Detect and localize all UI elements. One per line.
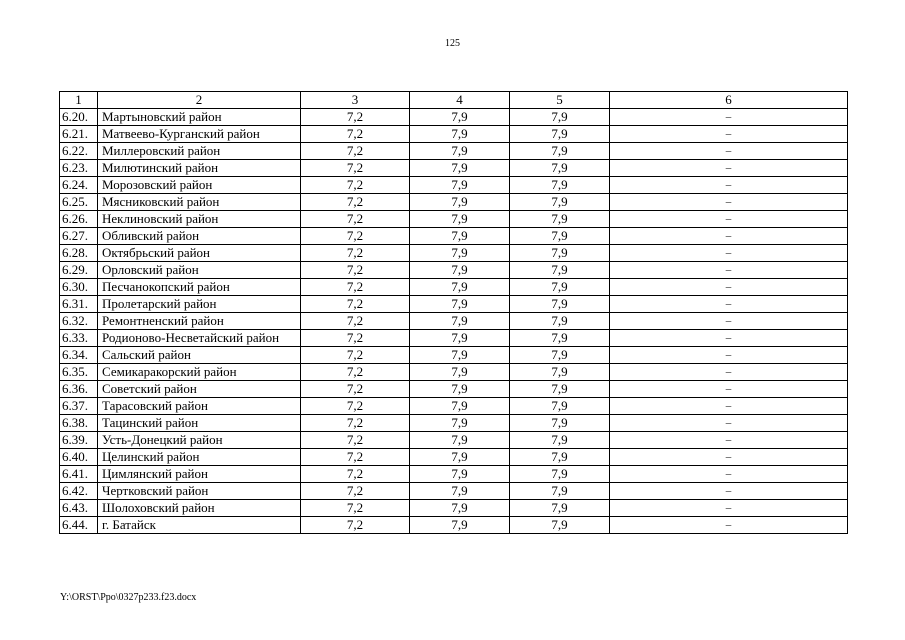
district-name-cell: Милютинский район	[98, 160, 301, 177]
column-header: 3	[301, 92, 410, 109]
table-row	[60, 415, 848, 432]
table-row	[60, 500, 848, 517]
file-path-footer: Y:\ORST\Ppo\0327p233.f23.docx	[60, 592, 197, 603]
row-number-cell: 6.27.	[60, 228, 98, 245]
value-cell-col4: 7,9	[410, 449, 510, 466]
table-row	[60, 347, 848, 364]
value-cell-col6: –	[610, 415, 848, 432]
value-cell-col3: 7,2	[301, 245, 410, 262]
value-cell-col4: 7,9	[410, 211, 510, 228]
row-number-cell: 6.39.	[60, 432, 98, 449]
table-row	[60, 432, 848, 449]
district-name-cell: Советский район	[98, 381, 301, 398]
value-cell-col4: 7,9	[410, 398, 510, 415]
value-cell-col6: –	[610, 262, 848, 279]
value-cell-col4: 7,9	[410, 126, 510, 143]
value-cell-col4: 7,9	[410, 160, 510, 177]
value-cell-col6: –	[610, 381, 848, 398]
district-name-cell: Пролетарский район	[98, 296, 301, 313]
value-cell-col4: 7,9	[410, 500, 510, 517]
row-number-cell: 6.29.	[60, 262, 98, 279]
row-number-cell: 6.44.	[60, 517, 98, 534]
table-row	[60, 160, 848, 177]
value-cell-col5: 7,9	[510, 194, 610, 211]
table-row	[60, 262, 848, 279]
page-number: 125	[445, 38, 460, 49]
row-number-cell: 6.25.	[60, 194, 98, 211]
value-cell-col4: 7,9	[410, 347, 510, 364]
district-name-cell: Семикаракорский район	[98, 364, 301, 381]
district-name-cell: Сальский район	[98, 347, 301, 364]
table-row	[60, 517, 848, 534]
value-cell-col5: 7,9	[510, 398, 610, 415]
value-cell-col5: 7,9	[510, 432, 610, 449]
value-cell-col3: 7,2	[301, 330, 410, 347]
value-cell-col5: 7,9	[510, 483, 610, 500]
value-cell-col4: 7,9	[410, 381, 510, 398]
column-header: 4	[410, 92, 510, 109]
district-name-cell: Миллеровский район	[98, 143, 301, 160]
value-cell-col5: 7,9	[510, 262, 610, 279]
value-cell-col3: 7,2	[301, 415, 410, 432]
table-row	[60, 279, 848, 296]
value-cell-col3: 7,2	[301, 228, 410, 245]
value-cell-col5: 7,9	[510, 330, 610, 347]
value-cell-col4: 7,9	[410, 194, 510, 211]
row-number-cell: 6.26.	[60, 211, 98, 228]
value-cell-col4: 7,9	[410, 483, 510, 500]
value-cell-col5: 7,9	[510, 517, 610, 534]
district-name-cell: Усть-Донецкий район	[98, 432, 301, 449]
row-number-cell: 6.42.	[60, 483, 98, 500]
value-cell-col6: –	[610, 109, 848, 126]
value-cell-col6: –	[610, 177, 848, 194]
value-cell-col3: 7,2	[301, 143, 410, 160]
row-number-cell: 6.21.	[60, 126, 98, 143]
value-cell-col4: 7,9	[410, 313, 510, 330]
table-row	[60, 330, 848, 347]
value-cell-col5: 7,9	[510, 228, 610, 245]
value-cell-col6: –	[610, 194, 848, 211]
value-cell-col4: 7,9	[410, 143, 510, 160]
district-name-cell: Обливский район	[98, 228, 301, 245]
column-header: 1	[60, 92, 98, 109]
district-name-cell: Ремонтненский район	[98, 313, 301, 330]
row-number-cell: 6.32.	[60, 313, 98, 330]
value-cell-col5: 7,9	[510, 347, 610, 364]
value-cell-col5: 7,9	[510, 177, 610, 194]
value-cell-col3: 7,2	[301, 177, 410, 194]
value-cell-col3: 7,2	[301, 126, 410, 143]
district-name-cell: Мартыновский район	[98, 109, 301, 126]
column-header: 2	[98, 92, 301, 109]
table-row	[60, 466, 848, 483]
district-name-cell: Неклиновский район	[98, 211, 301, 228]
value-cell-col5: 7,9	[510, 296, 610, 313]
table-row	[60, 177, 848, 194]
table-row	[60, 381, 848, 398]
value-cell-col5: 7,9	[510, 415, 610, 432]
value-cell-col6: –	[610, 143, 848, 160]
value-cell-col6: –	[610, 279, 848, 296]
column-header: 6	[610, 92, 848, 109]
value-cell-col6: –	[610, 483, 848, 500]
row-number-cell: 6.28.	[60, 245, 98, 262]
district-name-cell: Тацинский район	[98, 415, 301, 432]
value-cell-col3: 7,2	[301, 262, 410, 279]
district-name-cell: Тарасовский район	[98, 398, 301, 415]
value-cell-col4: 7,9	[410, 415, 510, 432]
district-name-cell: г. Батайск	[98, 517, 301, 534]
value-cell-col4: 7,9	[410, 262, 510, 279]
value-cell-col4: 7,9	[410, 296, 510, 313]
value-cell-col4: 7,9	[410, 177, 510, 194]
district-name-cell: Песчанокопский район	[98, 279, 301, 296]
district-name-cell: Морозовский район	[98, 177, 301, 194]
table-header-row	[60, 92, 848, 109]
value-cell-col5: 7,9	[510, 126, 610, 143]
value-cell-col4: 7,9	[410, 228, 510, 245]
value-cell-col4: 7,9	[410, 109, 510, 126]
value-cell-col5: 7,9	[510, 245, 610, 262]
district-name-cell: Родионово-Несветайский район	[98, 330, 301, 347]
row-number-cell: 6.40.	[60, 449, 98, 466]
table-row	[60, 109, 848, 126]
table-row	[60, 296, 848, 313]
value-cell-col3: 7,2	[301, 347, 410, 364]
table-row	[60, 211, 848, 228]
value-cell-col4: 7,9	[410, 330, 510, 347]
value-cell-col5: 7,9	[510, 449, 610, 466]
value-cell-col3: 7,2	[301, 500, 410, 517]
row-number-cell: 6.35.	[60, 364, 98, 381]
table-row	[60, 398, 848, 415]
value-cell-col4: 7,9	[410, 432, 510, 449]
district-name-cell: Чертковский район	[98, 483, 301, 500]
row-number-cell: 6.34.	[60, 347, 98, 364]
value-cell-col3: 7,2	[301, 364, 410, 381]
table-row	[60, 228, 848, 245]
value-cell-col5: 7,9	[510, 466, 610, 483]
value-cell-col3: 7,2	[301, 449, 410, 466]
district-name-cell: Орловский район	[98, 262, 301, 279]
value-cell-col3: 7,2	[301, 194, 410, 211]
value-cell-col3: 7,2	[301, 279, 410, 296]
district-name-cell: Шолоховский район	[98, 500, 301, 517]
row-number-cell: 6.38.	[60, 415, 98, 432]
value-cell-col6: –	[610, 211, 848, 228]
value-cell-col4: 7,9	[410, 279, 510, 296]
value-cell-col6: –	[610, 296, 848, 313]
value-cell-col6: –	[610, 364, 848, 381]
value-cell-col6: –	[610, 432, 848, 449]
table-row	[60, 245, 848, 262]
value-cell-col3: 7,2	[301, 160, 410, 177]
row-number-cell: 6.31.	[60, 296, 98, 313]
row-number-cell: 6.36.	[60, 381, 98, 398]
value-cell-col3: 7,2	[301, 398, 410, 415]
value-cell-col6: –	[610, 500, 848, 517]
value-cell-col5: 7,9	[510, 211, 610, 228]
value-cell-col5: 7,9	[510, 143, 610, 160]
district-name-cell: Целинский район	[98, 449, 301, 466]
value-cell-col3: 7,2	[301, 109, 410, 126]
row-number-cell: 6.20.	[60, 109, 98, 126]
table-row	[60, 364, 848, 381]
value-cell-col6: –	[610, 228, 848, 245]
row-number-cell: 6.33.	[60, 330, 98, 347]
value-cell-col6: –	[610, 313, 848, 330]
value-cell-col6: –	[610, 245, 848, 262]
value-cell-col6: –	[610, 330, 848, 347]
value-cell-col3: 7,2	[301, 296, 410, 313]
table-row	[60, 483, 848, 500]
column-header: 5	[510, 92, 610, 109]
rates-table	[59, 91, 848, 534]
value-cell-col6: –	[610, 347, 848, 364]
value-cell-col3: 7,2	[301, 211, 410, 228]
value-cell-col3: 7,2	[301, 432, 410, 449]
value-cell-col5: 7,9	[510, 500, 610, 517]
table-row	[60, 449, 848, 466]
value-cell-col6: –	[610, 398, 848, 415]
value-cell-col3: 7,2	[301, 483, 410, 500]
value-cell-col5: 7,9	[510, 160, 610, 177]
table-row	[60, 194, 848, 211]
value-cell-col3: 7,2	[301, 313, 410, 330]
row-number-cell: 6.24.	[60, 177, 98, 194]
value-cell-col3: 7,2	[301, 466, 410, 483]
district-name-cell: Цимлянский район	[98, 466, 301, 483]
value-cell-col6: –	[610, 517, 848, 534]
value-cell-col4: 7,9	[410, 517, 510, 534]
value-cell-col6: –	[610, 466, 848, 483]
row-number-cell: 6.22.	[60, 143, 98, 160]
value-cell-col6: –	[610, 126, 848, 143]
row-number-cell: 6.43.	[60, 500, 98, 517]
value-cell-col5: 7,9	[510, 313, 610, 330]
table-row	[60, 313, 848, 330]
row-number-cell: 6.30.	[60, 279, 98, 296]
value-cell-col4: 7,9	[410, 364, 510, 381]
value-cell-col3: 7,2	[301, 517, 410, 534]
value-cell-col3: 7,2	[301, 381, 410, 398]
district-name-cell: Матвеево-Курганский район	[98, 126, 301, 143]
value-cell-col6: –	[610, 160, 848, 177]
value-cell-col5: 7,9	[510, 381, 610, 398]
row-number-cell: 6.41.	[60, 466, 98, 483]
table-row	[60, 143, 848, 160]
value-cell-col5: 7,9	[510, 109, 610, 126]
district-name-cell: Октябрьский район	[98, 245, 301, 262]
value-cell-col5: 7,9	[510, 279, 610, 296]
value-cell-col4: 7,9	[410, 245, 510, 262]
district-name-cell: Мясниковский район	[98, 194, 301, 211]
value-cell-col6: –	[610, 449, 848, 466]
value-cell-col5: 7,9	[510, 364, 610, 381]
value-cell-col4: 7,9	[410, 466, 510, 483]
row-number-cell: 6.23.	[60, 160, 98, 177]
row-number-cell: 6.37.	[60, 398, 98, 415]
table-row	[60, 126, 848, 143]
